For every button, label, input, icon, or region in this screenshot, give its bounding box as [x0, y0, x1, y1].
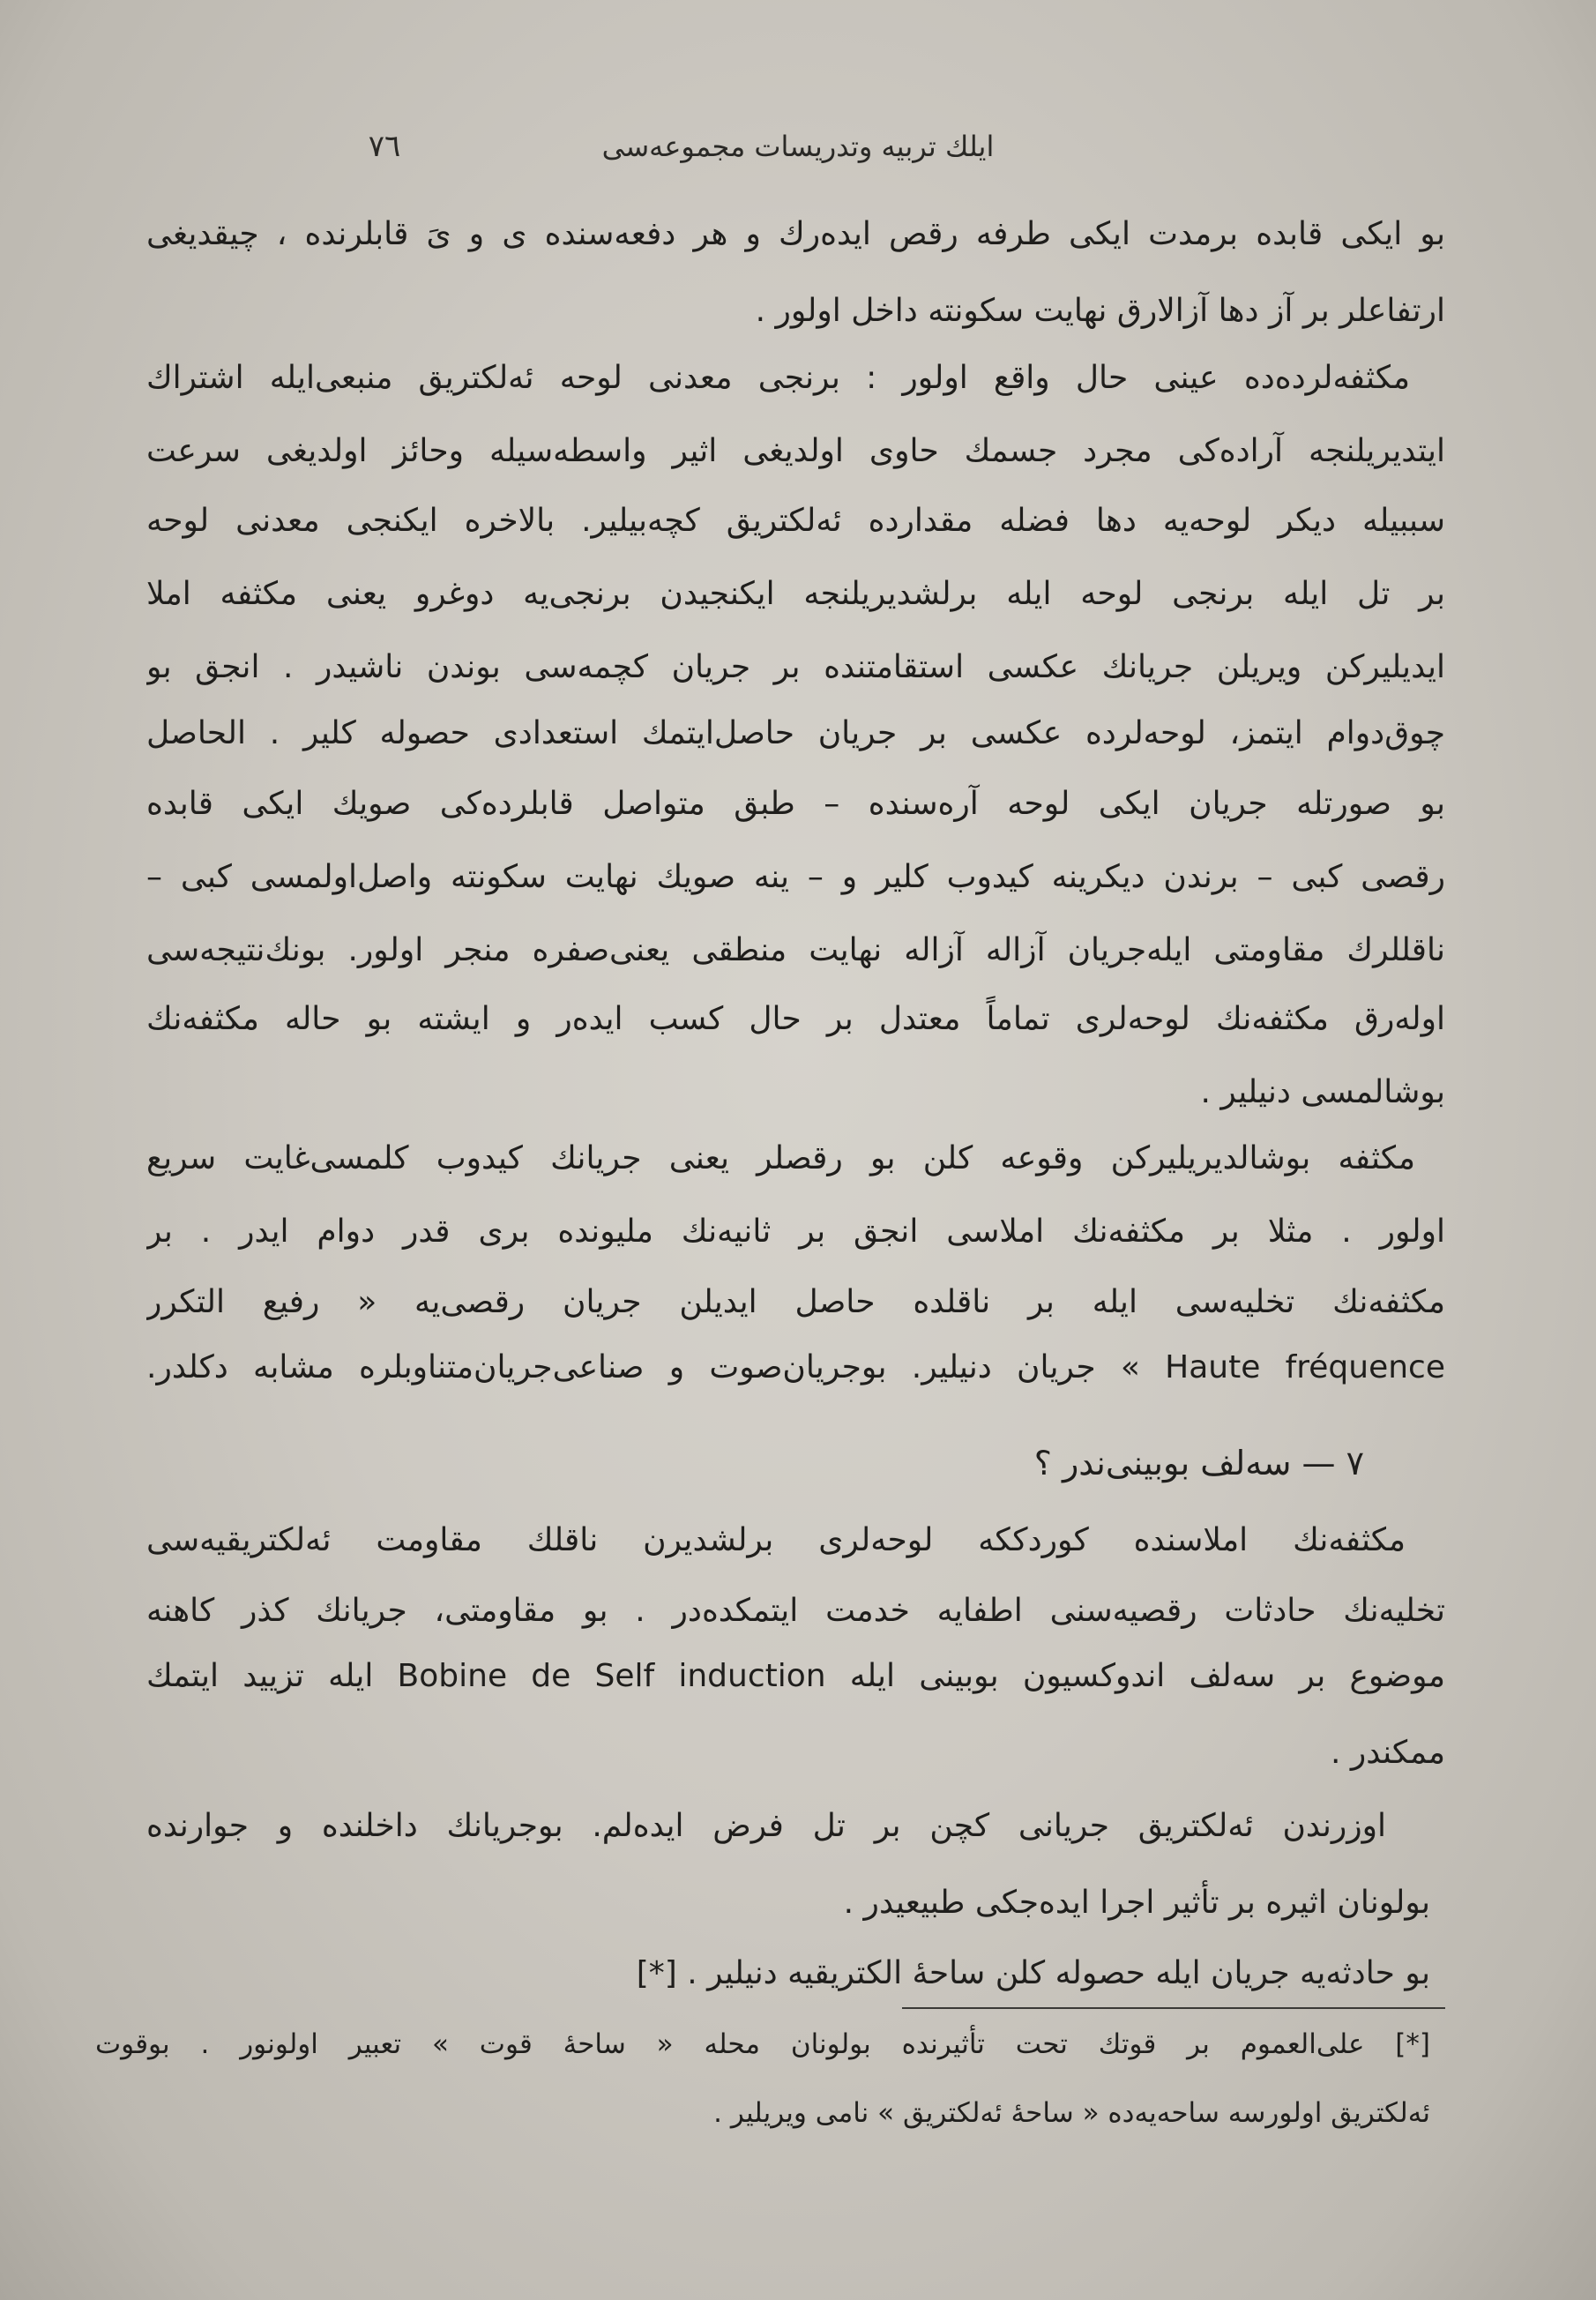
section-line: تخلیه‌نك حادثات رقصیه‌سنی اطفایه خدمت ایتمكده‌در . بو مقاومتی، جریانك كذر كاهنه [146, 1593, 1445, 1629]
footnote-rule [902, 2007, 1445, 2009]
section-heading: ٧ — سه‌لف بوبینی‌ندر ؟ [1033, 1444, 1364, 1482]
page-number: ٧٦ [368, 129, 401, 164]
body-line: رقصی كبی – برندن دیكرینه كیدوب كلیر و – ینه صویك نهایت سكونته واصل‌اولمسی كبی – [146, 859, 1445, 895]
body-line: ایدیلیركن ویریلن جریانك عكسی استقامتنده بر جریان كچمه‌سی بوندن ناشیدر . انجق بو [146, 649, 1445, 685]
section-line: ممكندر . [1330, 1735, 1445, 1771]
section-line: موضوع بر سه‌لف اندوكسیون بوبینی ایله Bobine de Self induction ایله تزیید ایتمك [146, 1658, 1445, 1694]
section-line: اوزرندن ئه‌لكتریق جریانی كچن بر تل فرض ایده‌لم. بوجریانك داخلنده و جوارنده [146, 1808, 1386, 1844]
body-line: اوله‌رق مكثفه‌نك لوحه‌لری تماماً معتدل بر حال كسب ایده‌ر و ایشته بو حاله مكثفه‌نك [146, 1001, 1445, 1037]
body-line: بوشالمسی دنیلیر . [1200, 1074, 1445, 1110]
body-line: مكثفه بوشالدیریلیركن وقوعه كلن بو رقصلر یعنی جریانك كیدوب كلمسی‌غایت سریع [146, 1140, 1415, 1176]
body-line: چوق‌دوام ایتمز، لوحه‌لرده عكسی بر جریان حاصل‌ایتمك استعدادی حصوله كلیر . الحاصل [146, 715, 1445, 751]
body-line: Haute fréquence » جریان دنیلیر. بوجریان‌صوت و صناعی‌جریان‌متناوبلره مشابه دكلدر. [146, 1349, 1445, 1385]
body-line: ارتفاعلر بر آز دها آزالارق نهایت سكونته داخل اولور . [755, 293, 1445, 329]
body-line: سببیله دیكر لوحه‌یه دها فضله مقدارده ئه‌لكتریق كچه‌بیلیر. بالاخره ایكنجی معدنی لوحه [146, 503, 1445, 539]
section-line: مكثفه‌نك املاسنده كوردككه لوحه‌لری برلشدیرن ناقلك مقاومت ئه‌لكتریقیه‌سی [146, 1522, 1406, 1558]
body-line: بر تل ایله برنجی لوحه ایله برلشدیریلنجه ایكنجیدن برنجی‌یه دوغرو یعنی مكثفه املا [146, 576, 1445, 612]
running-title: ایلك تربیه وتدریسات مجموعه‌سی [601, 130, 995, 163]
body-line: بو صورتله جریان ایكی لوحه آره‌سنده – طبق متواصل قابلرده‌كی صویك ایكی قابده [146, 786, 1445, 822]
body-line: مكثفه‌لرده‌ده عینی حال واقع اولور : برنجی معدنی لوحه ئه‌لكتریق منبعی‌ایله اشتراك [146, 360, 1410, 396]
section-line: بولونان اثیره بر تأثیر اجرا ایده‌جكی طبیعیدر . [843, 1885, 1430, 1921]
body-line: ایتدیریلنجه آراده‌كی مجرد جسمك حاوی اولدیغی اثیر واسطه‌سیله وحائز اولدیغی سرعت [146, 433, 1445, 469]
body-line: اولور . مثلا بر مكثفه‌نك املاسی انجق بر ثانیه‌نك ملیونده بری قدر دوام ایدر . بر [146, 1213, 1445, 1250]
body-line: بو ایكی قابده برمدت ایكی طرفه رقص ایده‌رك و هر دفعه‌سنده ی و یَ قابلرنده ، چیقدیغی [146, 216, 1445, 252]
body-line: مكثفه‌نك تخلیه‌سی ایله بر ناقلده حاصل ایدیلن جریان رقصی‌یه « رفیع التكرر [146, 1284, 1445, 1320]
body-line: ناقللرك مقاومتی ایله‌جریان آزاله آزاله نهایت منطقی یعنی‌صفره منجر اولور. بونك‌نتیجه‌سی [146, 932, 1445, 968]
footnote-line: ئه‌لكتریق اولورسه ساحه‌یه‌ده « ساحۀ ئه‌لكتریق » نامی ویریلیر . [713, 2097, 1430, 2129]
footnote-line: [*] علی‌العموم بر قوتك تحت تأثیرنده بولونان محله « ساحۀ قوت » تعبیر اولونور . بوقوت [95, 2028, 1430, 2060]
section-line: بو حادثه‌یه جریان ایله حصوله كلن ساحۀ الكتریقیه دنیلیر . [*] [636, 1955, 1430, 1991]
